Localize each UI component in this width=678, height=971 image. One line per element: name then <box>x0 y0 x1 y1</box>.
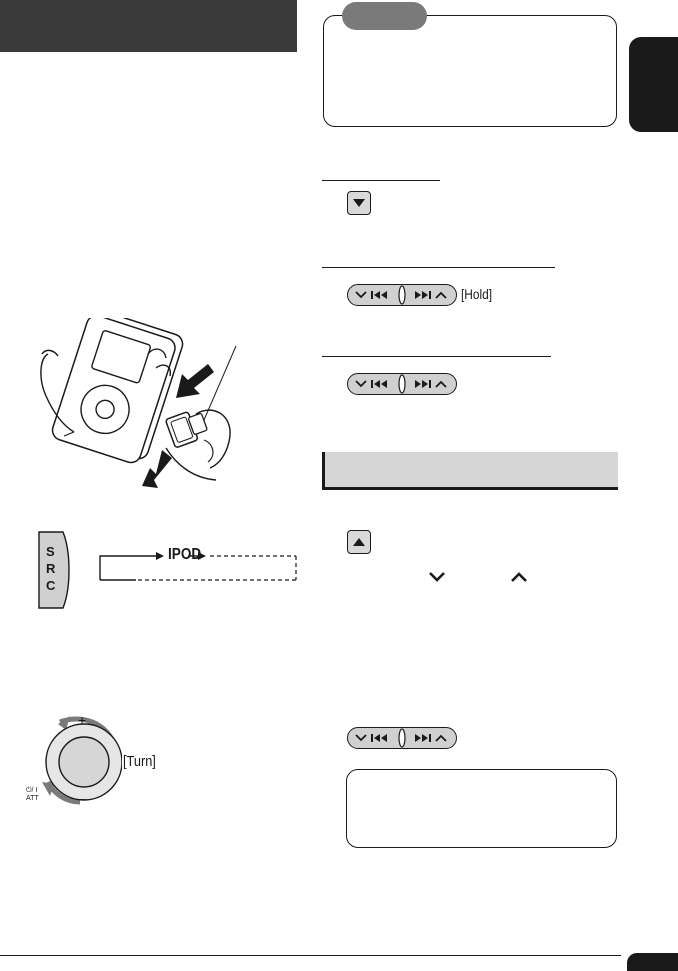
chevron-up-icon <box>510 571 528 583</box>
volume-minus-label: – <box>78 790 86 806</box>
power-att-label-line2: ATT <box>26 795 39 802</box>
skip-button[interactable] <box>347 284 457 306</box>
down-button[interactable] <box>347 191 371 215</box>
note-tab <box>342 2 427 30</box>
divider-rule <box>322 180 440 181</box>
triangle-down-icon <box>353 199 365 207</box>
src-letter: C <box>46 578 56 593</box>
skip-icons <box>347 373 457 395</box>
skip-button[interactable] <box>347 373 457 395</box>
triangle-up-icon <box>353 538 365 546</box>
note-box <box>323 15 617 127</box>
language-tab <box>629 37 678 132</box>
power-att-label <box>26 787 39 803</box>
info-box <box>346 769 617 848</box>
page-number-tab <box>627 953 678 971</box>
volume-knob[interactable] <box>30 714 122 806</box>
footer-rule <box>0 955 621 956</box>
chevron-down-icon <box>428 571 446 583</box>
src-letter: R <box>46 561 56 576</box>
turn-label: [Turn] <box>123 753 156 770</box>
section-heading-bar <box>322 452 618 490</box>
skip-icons <box>347 727 457 749</box>
skip-button[interactable] <box>347 727 457 749</box>
divider-rule <box>322 267 555 268</box>
up-button[interactable] <box>347 530 371 554</box>
divider-rule <box>322 356 551 357</box>
ipod-connection-illustration <box>36 318 262 490</box>
skip-icons <box>347 284 457 306</box>
section-title-bar <box>0 0 297 52</box>
volume-plus-label: + <box>78 712 87 728</box>
hold-label: [Hold] <box>461 286 493 302</box>
src-letter: S <box>46 544 55 559</box>
ipod-source-label: IPOD <box>168 546 202 563</box>
power-att-label-line1: ⏻/ I <box>26 787 38 794</box>
